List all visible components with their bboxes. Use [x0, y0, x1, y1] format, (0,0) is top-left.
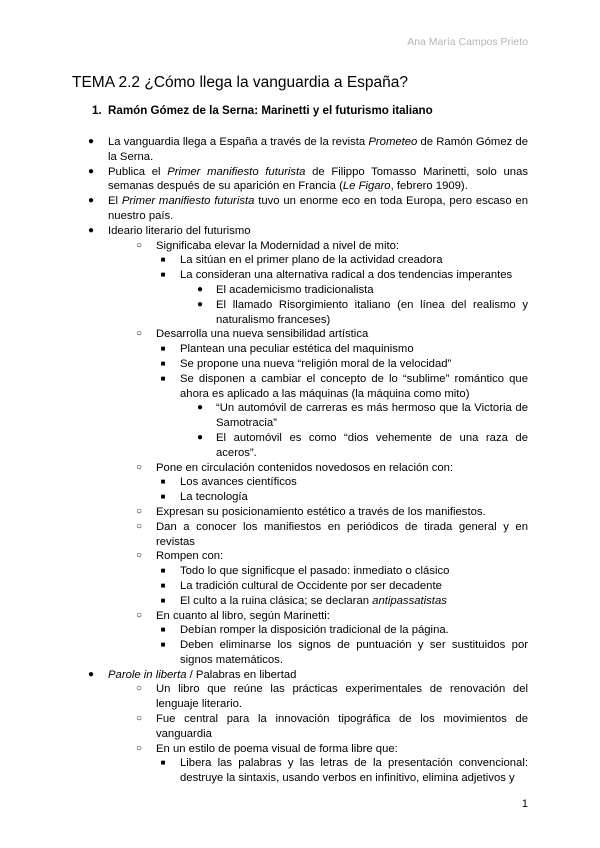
list-item: ● El llamado Risorgimiento italiano (en línea del realismo y naturalismo franceses) [72, 298, 528, 328]
bullet-square-icon: ■ [160, 492, 166, 502]
bullet-circle-icon: ○ [135, 550, 143, 562]
list-item: ○ En un estilo de poema visual de forma libre que: [72, 742, 528, 757]
list-item: ■ Deben eliminarse los signos de puntuación y ser sustituidos por signos matemáticos. [72, 638, 528, 668]
header-author: Ana María Campos Prieto [407, 36, 528, 48]
bullet-square-icon: ■ [160, 358, 166, 368]
bullet-square-icon: ■ [160, 758, 166, 768]
bullet-disc-icon: ● [196, 402, 204, 414]
list-item: ○ Pone en circulación contenidos novedosos en relación con: [72, 461, 528, 476]
bullet-square-icon: ■ [160, 477, 166, 487]
bullet-square-icon: ■ [160, 595, 166, 605]
page-title: TEMA 2.2 ¿Cómo llega la vanguardia a España? [72, 74, 409, 91]
list-item: ● El academicismo tradicionalista [72, 283, 528, 298]
list-item: ○ Fue central para la innovación tipográfica de los movimientos de vanguardia [72, 712, 528, 742]
bullet-disc-icon: ● [87, 165, 95, 177]
list-item: ○ Significaba elevar la Modernidad a nivel de mito: [72, 239, 528, 254]
list-item: ○ Desarrolla una nueva sensibilidad artística [72, 327, 528, 342]
list-item: ■ Se disponen a cambiar el concepto de lo “sublime” romántico que ahora es aplicado a las máquinas (la máquina como mito) [72, 372, 528, 402]
list-item: ○ Rompen con: [72, 549, 528, 564]
list-item: ■ Debían romper la disposición tradicional de la página. [72, 623, 528, 638]
list-item: ■ La consideran una alternativa radical a dos tendencias imperantes [72, 268, 528, 283]
list-item: ● Ideario literario del futurismo [72, 224, 528, 239]
bullet-disc-icon: ● [87, 195, 95, 207]
bullet-square-icon: ■ [160, 255, 166, 265]
list-item: ■ Libera las palabras y las letras de la presentación convencional: destruye la sintaxis, usando verbos en infinitivo, elimina adjetivos y [72, 756, 528, 786]
bullet-circle-icon: ○ [135, 239, 143, 251]
list-item: ■ La tecnología [72, 490, 528, 505]
list-item: ■ Los avances científicos [72, 475, 528, 490]
list-item: ■ Plantean una peculiar estética del maquinismo [72, 342, 528, 357]
section-number: 1. [92, 104, 102, 117]
bullet-square-icon: ■ [160, 566, 166, 576]
list-item: ○ Un libro que reúne las prácticas experimentales de renovación del lenguaje literario. [72, 682, 528, 712]
bullet-circle-icon: ○ [135, 461, 143, 473]
list-item: ● La vanguardia llega a España a través de la revista Prometeo de Ramón Gómez de la Serna. [72, 135, 528, 165]
list-item: ■ La sitúan en el primer plano de la actividad creadora [72, 253, 528, 268]
bullet-circle-icon: ○ [135, 713, 143, 725]
list-item: ■ El culto a la ruina clásica; se declaran antipassatistas [72, 594, 528, 609]
list-item: ○ Dan a conocer los manifiestos en periódicos de tirada general y en revistas [72, 520, 528, 550]
page-number: 1 [521, 798, 528, 810]
list-item: ● Publica el Primer manifiesto futurista de Filippo Tomasso Marinetti, solo unas semanas después de su aparición en Francia (Le Figaro, febrero 1909). [72, 165, 528, 195]
list-item: ○ En cuanto al libro, según Marinetti: [72, 609, 528, 624]
bullet-circle-icon: ○ [135, 505, 143, 517]
bullet-square-icon: ■ [160, 625, 166, 635]
bullet-square-icon: ■ [160, 270, 166, 280]
list-item: ■ Se propone una nueva “religión moral de la velocidad” [72, 357, 528, 372]
list-item: ● El Primer manifiesto futurista tuvo un enorme eco en toda Europa, pero escaso en nuestro país. [72, 194, 528, 224]
section-title: Ramón Gómez de la Serna: Marinetti y el futurismo italiano [108, 104, 433, 117]
bullet-square-icon: ■ [160, 344, 166, 354]
bullet-circle-icon: ○ [135, 520, 143, 532]
outline-list [72, 135, 528, 786]
bullet-disc-icon: ● [87, 136, 95, 147]
list-item: ● “Un automóvil de carreras es más hermoso que la Victoria de Samotracia” [72, 401, 528, 431]
bullet-disc-icon: ● [196, 283, 204, 295]
bullet-disc-icon: ● [196, 431, 204, 443]
bullet-disc-icon: ● [87, 224, 95, 236]
bullet-circle-icon: ○ [135, 609, 143, 621]
list-item: ● El automóvil es como “dios vehemente de una raza de aceros”. [72, 431, 528, 461]
bullet-circle-icon: ○ [135, 742, 143, 754]
bullet-disc-icon: ● [87, 668, 95, 680]
list-item: ■ Todo lo que significque el pasado: inmediato o clásico [72, 564, 528, 579]
list-item: ■ La tradición cultural de Occidente por ser decadente [72, 579, 528, 594]
bullet-disc-icon: ● [196, 298, 204, 310]
bullet-circle-icon: ○ [135, 683, 143, 695]
bullet-circle-icon: ○ [135, 328, 143, 340]
list-item: ○ Expresan su posicionamiento estético a través de los manifiestos. [72, 505, 528, 520]
bullet-square-icon: ■ [160, 640, 166, 650]
section-heading [92, 104, 433, 117]
bullet-square-icon: ■ [160, 373, 166, 383]
list-item: ● Parole in liberta / Palabras en libertad [72, 668, 528, 683]
bullet-square-icon: ■ [160, 580, 166, 590]
